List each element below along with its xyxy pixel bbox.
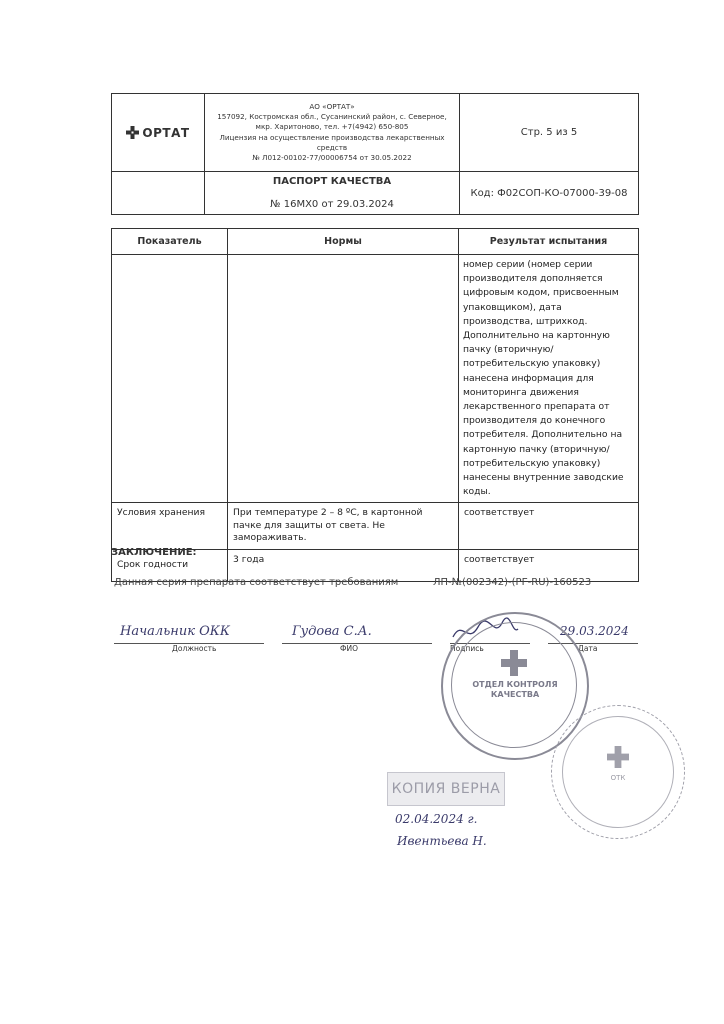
stamp-logo-icon <box>501 650 527 676</box>
date-label: Дата <box>578 644 598 653</box>
document-header <box>111 93 639 215</box>
signature-label: Подпись <box>450 644 484 653</box>
ring-stamp <box>551 705 685 839</box>
indicator-cell: Условия хранения <box>112 503 228 550</box>
indicator-cell <box>112 255 228 503</box>
empty-logo-cell <box>112 172 205 215</box>
table-row <box>112 255 639 503</box>
indicator-cell: Срок годности <box>112 549 228 581</box>
logo-cell <box>112 94 205 172</box>
col-header-result: Результат испытания <box>459 229 639 255</box>
ring-stamp-text: ОТК <box>610 774 626 782</box>
table-row <box>112 503 639 550</box>
conclusion-text: Данная серия препарата соответствует требованиям <box>114 577 399 588</box>
result-cell: номер серии (номер серии производителя дополняется цифровым кодом, присвоенным упаковщиком), дата производства, штрихкод. Дополнительно на картонную пачку (вторичную/ потребительскую упаковку) нанесена информация для мониторинга движения лекарственного препарата от производителя до конечного потребителя. Дополнительно на картонную пачку (вторичную/ потребительскую упаковку) нанесены внутренние заводские коды. <box>459 255 639 503</box>
company-info <box>205 94 460 172</box>
qc-stamp-text: ОТДЕЛ КОНТРОЛЯ КАЧЕСТВА <box>472 680 558 699</box>
logo-text: ОРТАТ <box>142 125 190 140</box>
copy-certified-stamp: КОПИЯ ВЕРНА <box>387 772 505 806</box>
norm-cell: При температуре 2 – 8 ºС, в картонной пачке для защиты от света. Не замораживать. <box>228 503 459 550</box>
name-handwritten: Гудова С.А. <box>292 624 372 639</box>
col-header-indicator: Показатель <box>112 229 228 255</box>
passport-title-cell <box>205 172 460 215</box>
license-number: № Л012-00102-77/00006754 от 30.05.2022 <box>252 153 412 163</box>
position-label: Должность <box>172 644 217 653</box>
doc-code: Код: Ф02СОП-КО-07000-39-08 <box>460 172 639 215</box>
company-logo <box>112 126 204 140</box>
col-header-norms: Нормы <box>228 229 459 255</box>
result-cell: соответствует <box>459 549 639 581</box>
company-address-line: 157092, Костромская обл., Сусанинский район, с. Северное, <box>217 111 447 121</box>
copy-date-handwritten: 02.04.2024 г. <box>395 812 478 826</box>
page-number: Стр. 5 из 5 <box>460 94 639 172</box>
date-handwritten: 29.03.2024 <box>560 624 629 638</box>
norm-cell: 3 года <box>228 549 459 581</box>
position-handwritten: Начальник ОКК <box>120 624 230 639</box>
license-line: Лицензия на осуществление производства лекарственных <box>219 132 445 142</box>
name-label: ФИО <box>340 644 358 653</box>
doc-number: № 16МХ0 от 29.03.2024 <box>270 199 394 210</box>
table-header-row <box>112 229 639 255</box>
company-name: АО «ОРТАТ» <box>309 101 355 111</box>
doc-title: ПАСПОРТ КАЧЕСТВА <box>272 176 392 187</box>
company-phone-line: мкр. Харитоново, тел. +7(4942) 650-805 <box>255 122 409 132</box>
conclusion-title: ЗАКЛЮЧЕНИЕ: <box>111 547 197 558</box>
norm-cell <box>228 255 459 503</box>
ring-stamp-logo-icon <box>607 746 629 768</box>
quality-table <box>111 228 639 582</box>
ortat-logo-icon <box>126 126 139 139</box>
copy-name-handwritten: Ивентьева Н. <box>397 834 487 848</box>
result-cell: соответствует <box>459 503 639 550</box>
license-line-2: средств <box>316 142 348 152</box>
registration-number: ЛП-№(002342)-(РГ-RU)-160523 <box>433 577 592 588</box>
